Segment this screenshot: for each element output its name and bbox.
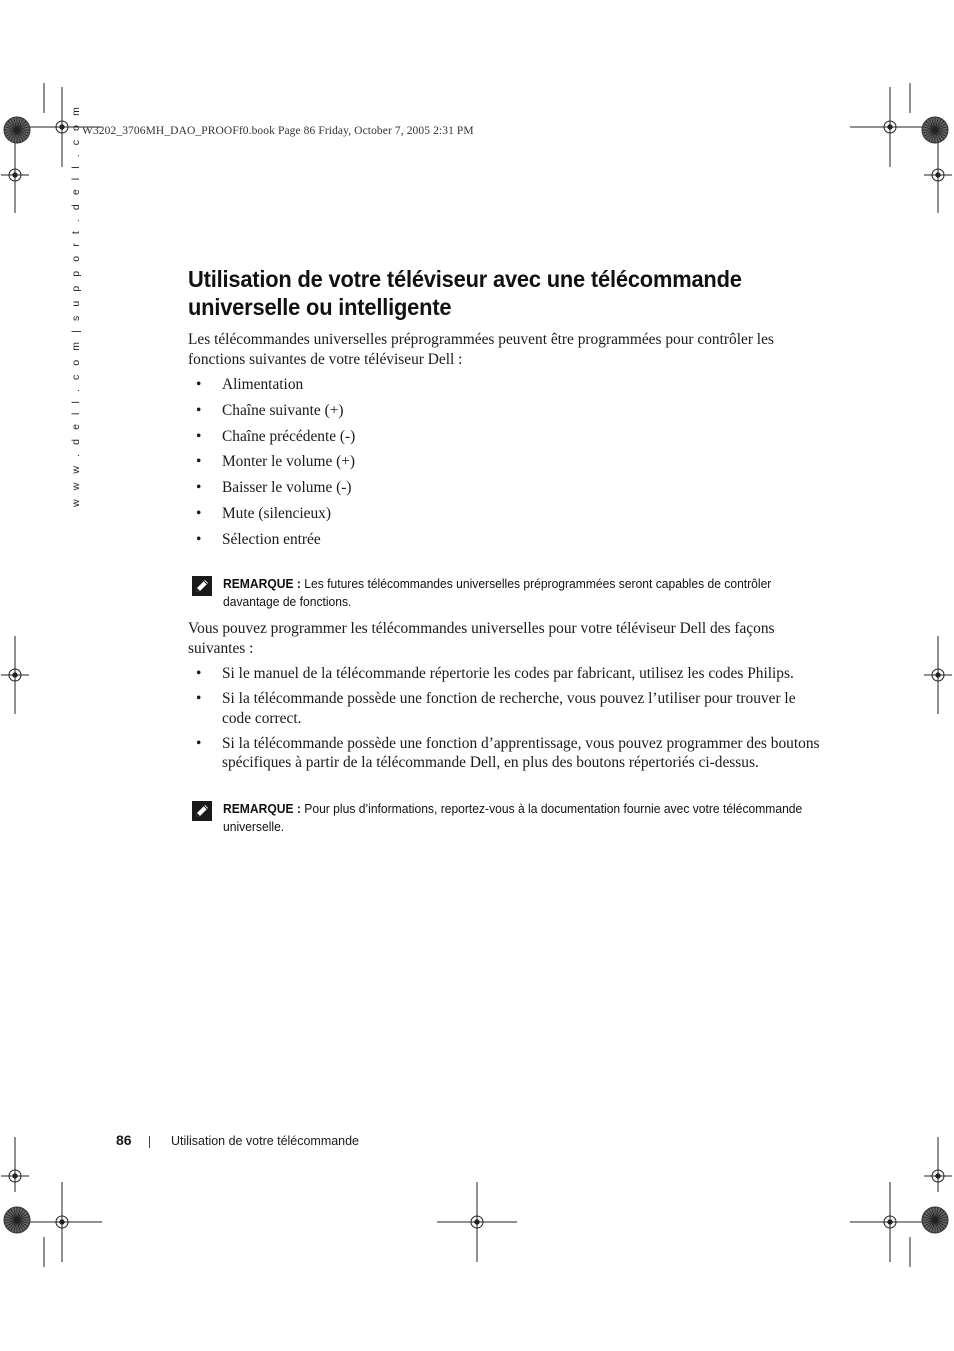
list-item: • Mute (silencieux): [196, 504, 331, 522]
footer-chapter: Utilisation de votre télécommande: [171, 1133, 359, 1148]
list-item: • Baisser le volume (-): [196, 479, 352, 497]
note-text: [223, 801, 818, 836]
registration-dot: [60, 1220, 64, 1224]
list-item: • Si la télécommande possède une fonction de recherche, vous pouvez l’utiliser pour trouver le code correct.: [196, 690, 796, 727]
note-body: Les futures télécommandes universelles préprogrammées seront capables de contrôler davantage de fonctions.: [223, 577, 772, 609]
note-box: [188, 576, 828, 611]
note-pencil-icon: [192, 801, 212, 821]
note-box: [188, 801, 828, 836]
note-pencil-icon: [192, 576, 212, 596]
registration-dot: [888, 125, 892, 129]
list-item: • Monter le volume (+): [196, 453, 356, 471]
list-item: • Si le manuel de la télécommande répertorie les codes par fabricant, utilisez les codes Philips.: [196, 665, 794, 682]
proof-header: W3202_3706MH_DAO_PROOFf0.book Page 86 Friday, October 7, 2005 2:31 PM: [82, 125, 474, 137]
list-item: • Chaîne suivante (+): [196, 401, 344, 419]
functions-list: [188, 375, 828, 549]
page-title: Utilisation de votre téléviseur avec une télécommande universelle ou intelligente: [188, 266, 742, 320]
list-item: • Sélection entrée: [196, 530, 321, 548]
ways-list: [188, 664, 828, 773]
list-item: • Alimentation: [196, 376, 304, 393]
ways-paragraph: Vous pouvez programmer les télécommandes universelles pour votre téléviseur Dell des façons suivantes :: [188, 620, 775, 657]
registration-dot: [60, 125, 64, 129]
intro-paragraph: Les télécommandes universelles préprogrammées peuvent être programmées pour contrôler les fonctions suivantes de votre téléviseur Dell :: [188, 331, 774, 368]
note-label: REMARQUE :: [223, 577, 301, 591]
note-text: [223, 576, 818, 611]
list-item: • Si la télécommande possède une fonction d’apprentissage, vous pouvez programmer des boutons spécifiques à partir de la télécommande Dell, en plus des boutons répertoriés ci-dessus.: [196, 734, 820, 771]
page-number: 86: [116, 1132, 132, 1148]
list-item: • Chaîne précédente (-): [196, 427, 356, 445]
note-label: REMARQUE :: [223, 802, 301, 816]
side-url: w w w . d e l l . c o m | s u p p o r t . d e l l . c o m: [70, 104, 82, 507]
registration-dot: [888, 1220, 892, 1224]
note-body: Pour plus d’informations, reportez-vous à la documentation fournie avec votre télécommande universelle.: [223, 802, 803, 834]
footer-divider: [149, 1136, 150, 1148]
registration-dot: [475, 1220, 479, 1224]
